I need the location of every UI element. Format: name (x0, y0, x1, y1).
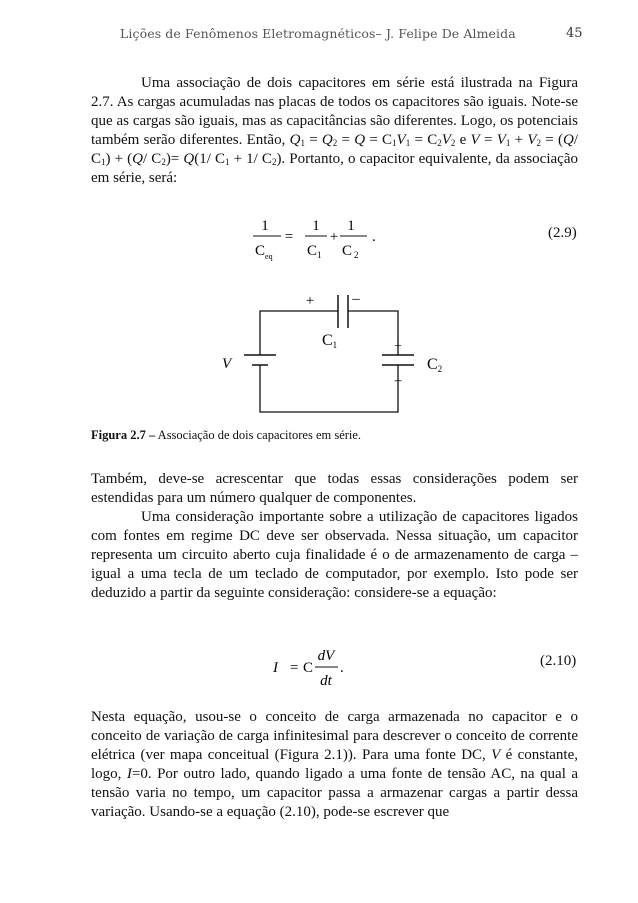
wire-top-right (348, 311, 398, 355)
c1-plus-sign: + (305, 293, 315, 309)
eq29-numerator-c1: 1 (312, 218, 320, 234)
wire-left-bottom (260, 365, 398, 412)
equation-number-2-10: (2.10) (540, 653, 577, 669)
eq210-capacitance: C (303, 660, 314, 676)
c1-minus-sign: – (352, 291, 360, 307)
equation-2-9 (245, 212, 385, 270)
capacitor-c1-symbol (338, 295, 348, 328)
eq29-c2: C $_2$ (342, 243, 359, 260)
eq210-equals: = (290, 660, 299, 676)
c2-minus-sign: – (394, 373, 402, 388)
source-voltage-label: V (222, 356, 232, 372)
page-number: 45 (566, 26, 583, 41)
paragraph-dc-consideration: Uma consideração importante sobre a utilização de capacitores ligados com fontes em regime DC deve ser observada. Nessa situação, um capacitor representa um circuito aberto cuja finalidade é o de armazenamento de carga – igual a uma tecla de um teclado de computador, por exemplo. Isto pode ser deduzido a partir da seguinte consideração: considere-se a equação: (91, 509, 578, 601)
equation-number-2-9: (2.9) (548, 225, 577, 241)
eq29-numerator-left: 1 (261, 218, 269, 234)
circuit-wires (260, 311, 398, 412)
c2-plus-sign: + (394, 339, 402, 354)
eq29-plus: + (329, 229, 339, 245)
page-header (0, 26, 638, 46)
figure-caption-text: Associação de dois capacitores em série. (155, 428, 362, 442)
paragraph-equation-analysis: Nesta equação, usou-se o conceito de carga armazenada no capacitor e o conceito de variação de carga infinitesimal para descrever o conceito de corrente elétrica (ver mapa conceitual (Figura 2.1)). Para uma fonte DC, V é constante, logo, I=0. Por outro lado, quando ligado a uma fonte de tensão AC, na qual a tensão varia no tempo, um capacitor passa a armazenar cargas a partir dessa variação. Usando-se a equação (2.10), pode-se escrever que (91, 709, 578, 820)
eq29-ceq: $C_{eq}$ (255, 243, 273, 261)
eq210-current: I (273, 660, 278, 676)
paragraph-generalization: Também, deve-se acrescentar que todas essas considerações podem ser estendidas para um número qualquer de componentes. (91, 471, 578, 506)
paragraph-series-capacitors: Uma associação de dois capacitores em série está ilustrada na Figura 2.7. As cargas acumuladas nas placas de todos os capacitores são iguais. Note-se que as cargas são iguais, mas as capacitâncias são diferentes. Logo, os potenciais também serão diferentes. Então, $Q_1 = Q_2 = Q = C_1V_1 = C_2V_2$ e $V = V_1 + V_2 = (Q/$ $C_1) + (Q/$ $C_2)= Q(1/$ $C_1 + 1/$ $C_2$). Portanto, o capacitor equivalente, da associação em série, será: (91, 75, 578, 186)
c1-label: C1 (322, 332, 338, 350)
voltage-source-symbol (244, 355, 276, 365)
running-title: Lições de Fenômenos Eletromagnéticos– J. Felipe De Almeida (120, 26, 516, 41)
circuit-diagram (200, 285, 460, 420)
eq210-period: . (340, 660, 344, 676)
equation-2-10 (265, 642, 365, 692)
eq29-c1: $C_1$ (307, 243, 322, 260)
eq29-period: . (372, 229, 376, 245)
eq210-denominator: dt (320, 673, 332, 689)
c2-label: C2 (427, 356, 443, 374)
figure-caption-label: Figura 2.7 – (91, 428, 156, 442)
figure-caption (91, 428, 361, 443)
eq210-numerator: dV (317, 648, 335, 664)
eq29-numerator-c2: 1 (347, 218, 355, 234)
eq29-equals: = (284, 229, 294, 245)
capacitor-c2-symbol (382, 355, 414, 365)
